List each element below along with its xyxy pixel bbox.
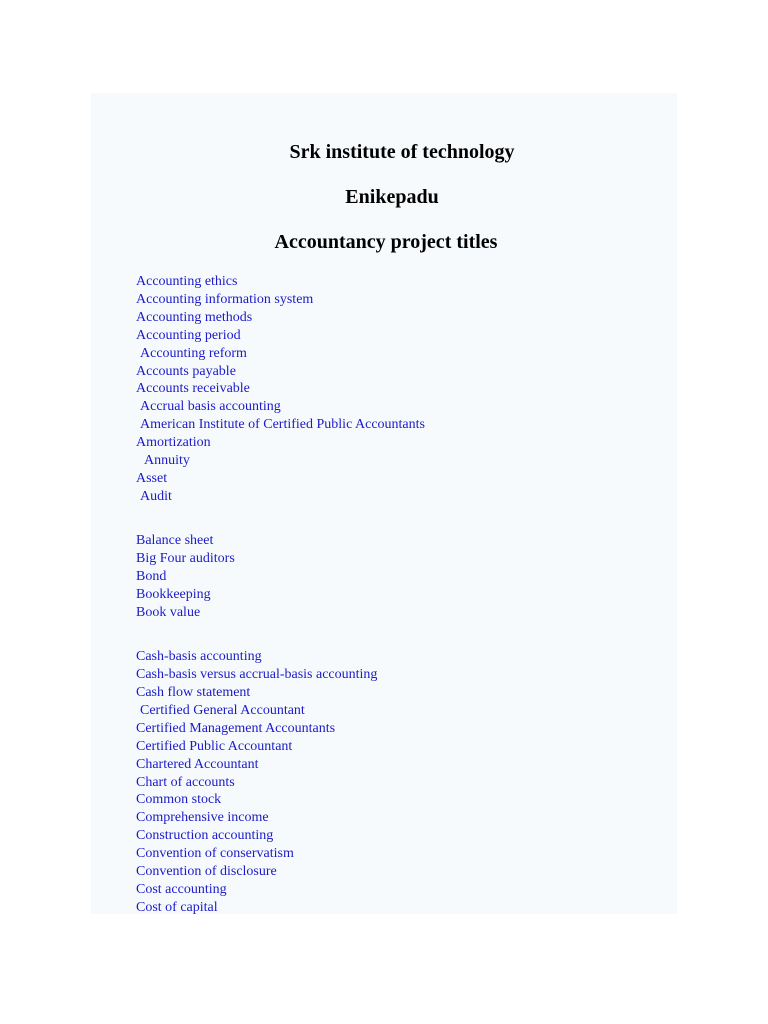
topic-link[interactable]: Asset [136,470,168,486]
topic-link[interactable]: Accounting ethics [136,274,238,289]
topic-link[interactable]: Chartered Accountant [136,756,259,772]
topic-link[interactable]: Cash-basis versus accrual-basis accounting [136,667,378,683]
topic-link[interactable]: Cash-basis accounting [136,649,262,665]
topic-link[interactable]: American Institute of Certified Public Accountants [140,417,425,433]
topic-link[interactable]: Construction accounting [136,828,274,844]
topic-link[interactable]: Annuity [144,453,190,468]
topic-link[interactable]: Comprehensive income [136,810,269,826]
topic-link[interactable]: Chart of accounts [136,774,235,790]
topic-link[interactable]: Certified Management Accountants [136,720,336,736]
place-title: Enikepadu [345,186,439,208]
topic-link[interactable]: Bond [136,569,167,584]
topic-link[interactable]: Cost of capital [136,899,218,915]
topic-link[interactable]: Big Four auditors [136,551,235,567]
topic-link[interactable]: Bookkeeping [136,586,211,602]
topic-link[interactable]: Accounting information system [136,291,314,307]
topic-link[interactable]: Certified General Accountant [140,702,305,718]
topic-link[interactable]: Audit [140,488,172,504]
document-page [91,93,677,914]
topic-link[interactable]: Accounting methods [136,309,253,325]
topic-link[interactable]: Accounts payable [136,363,236,379]
topic-link[interactable]: Common stock [136,792,222,808]
institute-title: Srk institute of technology [289,141,515,163]
topic-link[interactable]: Accounting reform [140,345,247,361]
topic-link[interactable]: Accounts receivable [136,381,250,397]
topic-link[interactable]: Cash flow statement [136,685,251,700]
topic-link[interactable]: Amortization [136,435,211,451]
topic-link[interactable]: Convention of disclosure [136,864,277,879]
topic-link[interactable]: Accounting period [136,327,241,343]
topic-link[interactable]: Certified Public Accountant [136,738,293,754]
topic-link[interactable]: Balance sheet [136,533,214,549]
topic-link[interactable]: Convention of conservatism [136,846,294,862]
topic-link[interactable]: Book value [136,604,201,620]
topic-link[interactable]: Cost accounting [136,881,227,897]
topic-link[interactable]: Accrual basis accounting [140,399,281,415]
project-titles-heading: Accountancy project titles [274,231,498,253]
